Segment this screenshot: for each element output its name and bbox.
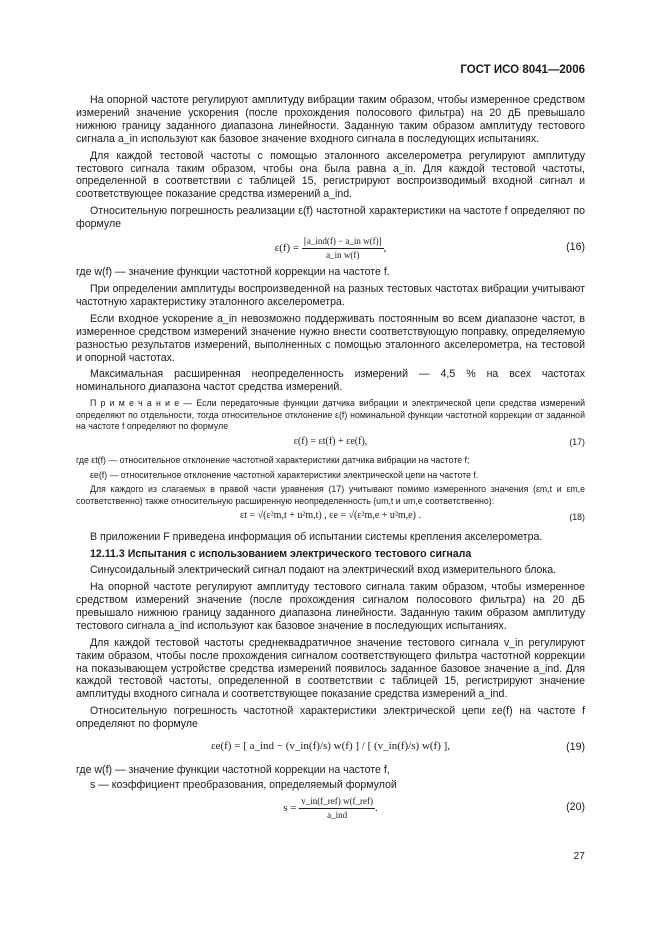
eq16-numerator: [a_ind(f) − a_in w(f)] [302, 235, 384, 249]
where-line-1: где w(f) — значение функции частотной коррекции на частоте f, [76, 764, 390, 777]
eq16-denominator: a_in w(f) [326, 249, 360, 260]
paragraph: На опорной частоте регулируют амплитуду тестового сигнала таким образом, чтобы измеренное средством измерений значение (после прохождения сигналом полосового фильтра) на 20 дБ превышало нижнюю границу заданного диапазона линейности. Заданную таким образом амплитуду тестового сигнала a_ind используют как базовое значение в последующих испытаниях. [76, 581, 585, 632]
paragraph: На опорной частоте регулируют амплитуду вибрации таким образом, чтобы измеренное средством измерений значение ускорения (после прохождения полосового фильтра) на 20 дБ превышало нижнюю границу заданного диапазона линейности. Заданную таким образом амплитуду тестового сигнала a_in используют как базовое значение входного сигнала в последующих испытаниях. [76, 94, 585, 145]
paragraph: где w(f) — значение функции частотной коррекции на частоте f. [76, 266, 390, 279]
note-where-1: где εt(f) — относительное отклонение частотной характеристики датчика вибрации на частоте f; [76, 455, 470, 465]
paragraph: Если входное ускорение a_in невозможно поддерживать постоянным во всем диапазоне частот, в измеренное средством измерений значение нужно внести соответствующую поправку, определяемую разностью результатов измерений, выполненных с помощью эталонного акселерометра, на тестовой и опорной частотах. [76, 312, 585, 364]
eq19-formula: εe(f) = [ a_ind − (v_in(f)/s) w(f) ] / [ (v_in(f)/s) w(f) ], [210, 740, 451, 753]
paragraph: При определении амплитуды воспроизведенной на разных тестовых частотах вибрации учитывают частотную характеристику эталонного акселерометра. [76, 282, 585, 308]
eq18-formula: εt = √(ε²m,t + u²m,t) , εe = √(ε²m,e + u²m,e) . [240, 510, 421, 522]
section-heading: 12.11.3 Испытания с использованием электрического тестового сигнала [90, 548, 472, 561]
where-line-2: s — коэффициент преобразования, определяемый формулой [90, 778, 397, 791]
note-2: Для каждого из слагаемых в правой части уравнения (17) учитывают помимо измеренного значения (εm,t и εm,e соответственно) также относительную расширенную неопределенность (um,t и um,e соответственно): [76, 484, 585, 506]
equation-number: (16) [566, 241, 585, 254]
eq20-fraction [299, 795, 375, 822]
note-block [76, 398, 585, 528]
eq20-tail: . [374, 801, 378, 814]
equation-number: (17) [569, 437, 585, 447]
paragraph: Максимальная расширенная неопределенность измерений — 4,5 % на всех частотах номинального диапазона частот средства измерений. [76, 368, 585, 394]
eq16-fraction [302, 235, 384, 262]
eq16-tail: , [383, 242, 387, 254]
eq20-lhs: s = [283, 801, 297, 814]
equation-17 [76, 436, 585, 452]
eq20-denominator: a_ind [327, 809, 348, 820]
note-where-2: εe(f) — относительное отклонение частотной характеристики электрической цепи на частоте f. [90, 469, 479, 480]
note: П р и м е ч а н и е — Если передаточные функции датчика вибрации и электрической цепи средства измерений определяют по отдельности, тогда относительное отклонение ε(f) номинальной функции частотной коррекции от заданной на частоте f определяют по формуле [76, 398, 585, 432]
page-number: 27 [573, 850, 585, 862]
equation-18 [76, 510, 585, 528]
paragraph: Для каждой тестовой частоты среднеквадратичное значение тестового сигнала v_in регулируют таким образом, чтобы после прохождения сигналом соответствующего фильтра частотной коррекции на показывающем устройстве средства измерений появилось заданное базовое значение a_ind. Для каждой тестовой частоты, определенной в соответствии с таблицей 15, регистрируют значение амплитуды входного сигнала и соответствующее показание средства измерений a_ind. [76, 636, 585, 701]
equation-19 [76, 735, 585, 759]
equation-number: (20) [566, 800, 585, 813]
document-body [76, 94, 585, 826]
equation-number: (19) [566, 741, 585, 754]
equation-20 [76, 795, 585, 821]
equation-16 [76, 235, 585, 261]
document-header: ГОСТ ИСО 8041—2006 [460, 64, 585, 76]
paragraph: Синусоидальный электрический сигнал подают на электрический вход измерительного блока. [90, 564, 557, 577]
paragraph: Относительную погрешность реализации ε(f) частотной характеристики на частоте f определяют по формуле [76, 205, 585, 231]
paragraph: В приложении F приведена информация об испытании системы крепления акселерометра. [90, 531, 543, 544]
paragraph: Для каждой тестовой частоты с помощью эталонного акселерометра регулируют амплитуду тестового сигнала таким образом, чтобы она была равна a_in. Для каждой тестовой частоты, определенной в соответствии с таблицей 15, регистрируют воспроизводимый входной сигнал и соответствующее показание средства измерений a_ind. [76, 149, 585, 201]
paragraph: Относительную погрешность частотной характеристики электрической цепи εe(f) на частоте f определяют по формуле [76, 705, 585, 731]
eq20-numerator: v_in(f_ref) w(f_ref) [299, 795, 375, 809]
eq16-lhs: ε(f) = [274, 242, 300, 254]
eq17-formula: ε(f) = εt(f) + εe(f), [293, 436, 368, 447]
equation-number: (18) [569, 512, 585, 523]
